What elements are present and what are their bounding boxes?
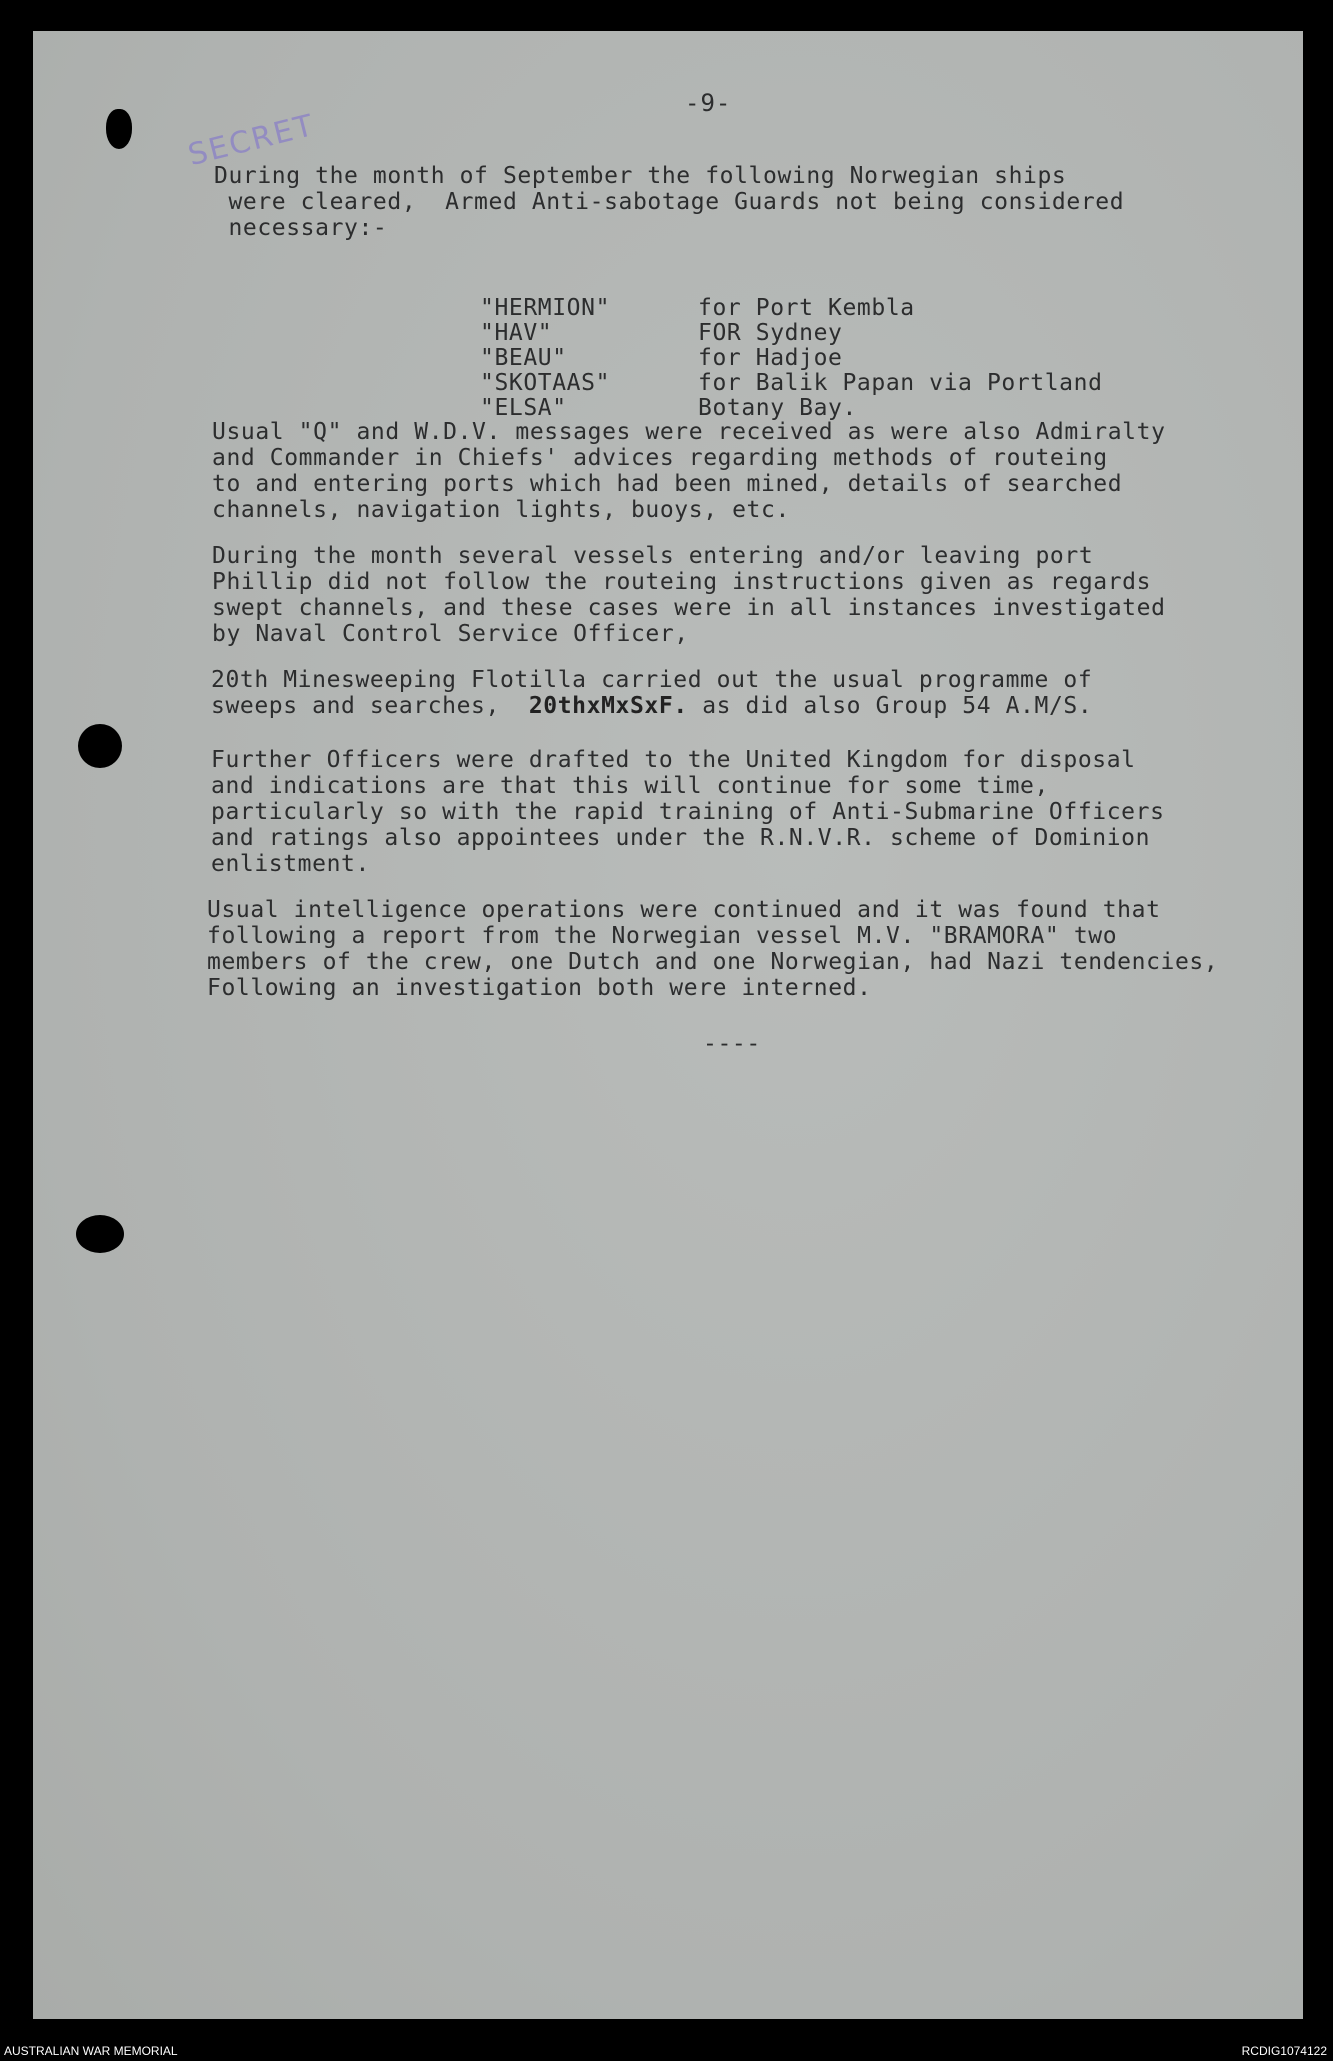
paragraph-officers: Further Officers were drafted to the United Kingdom for disposal and indications are that this will continue for some time, particularly so with the rapid training of Anti-Submarine Officers and ratings also appointees under the R.N.V.R. scheme of Dominion enlistment. [211, 747, 1165, 877]
ship-list [480, 295, 1103, 420]
paragraph-minesweeping-line1: 20th Minesweeping Flotilla carried out the usual programme of [211, 667, 1093, 693]
paragraph-messages: Usual "Q" and W.D.V. messages were received as were also Admiralty and Commander in Chiefs' advices regarding methods of routeing to and entering ports which had been mined, details of searched channels, navigation lights, buoys, etc. [212, 419, 1166, 523]
ink-mark-top-left [106, 109, 132, 149]
secret-stamp: SECRET [184, 107, 319, 174]
ship-name: "SKOTAAS" [480, 370, 611, 396]
paragraph-minesweeping-line2 [211, 693, 1092, 719]
ship-destination: Botany Bay. [698, 395, 857, 421]
punch-hole-lower [76, 1215, 124, 1253]
ship-name: "ELSA" [480, 395, 567, 421]
paragraph-cleared-ships: During the month of September the following Norwegian ships were cleared, Armed Anti-sabotage Guards not being considered necessary:- [214, 163, 1125, 241]
ship-row [480, 345, 1103, 370]
ship-destination: FOR Sydney [698, 320, 843, 346]
page-number: -9- [685, 89, 732, 117]
paragraph-routeing: During the month several vessels entering and/or leaving port Phillip did not follow the routeing instructions given as regards swept channels, and these cases were in all instances investigated by Naval Control Service Officer, [212, 543, 1166, 647]
minesweeping-text-b: as did also Group 54 A.M/S. [687, 693, 1093, 719]
ship-row [480, 320, 1103, 345]
end-mark: ---- [703, 1031, 761, 1057]
ship-row [480, 370, 1103, 395]
ship-row [480, 295, 1103, 320]
ship-name: "BEAU" [480, 345, 567, 371]
document-page [33, 31, 1303, 2019]
ship-name: "HAV" [480, 320, 553, 346]
ship-destination: for Balik Papan via Portland [698, 370, 1103, 396]
struck-out-text: 20thxMxSxF. [528, 693, 688, 719]
ship-row [480, 395, 1103, 420]
punch-hole-upper [78, 724, 122, 768]
footer-archive-name: AUSTRALIAN WAR MEMORIAL [4, 2044, 178, 2058]
footer-record-id: RCDIG1074122 [1241, 2044, 1327, 2058]
ship-name: "HERMION" [480, 295, 611, 321]
minesweeping-text-a: sweeps and searches, [211, 693, 529, 719]
ship-destination: for Port Kembla [698, 295, 915, 321]
ship-destination: for Hadjoe [698, 345, 843, 371]
paragraph-intelligence: Usual intelligence operations were continued and it was found that following a report from the Norwegian vessel M.V. "BRAMORA" two members of the crew, one Dutch and one Norwegian, had Nazi tendencies, Following an investigation both were interned. [207, 897, 1219, 1001]
